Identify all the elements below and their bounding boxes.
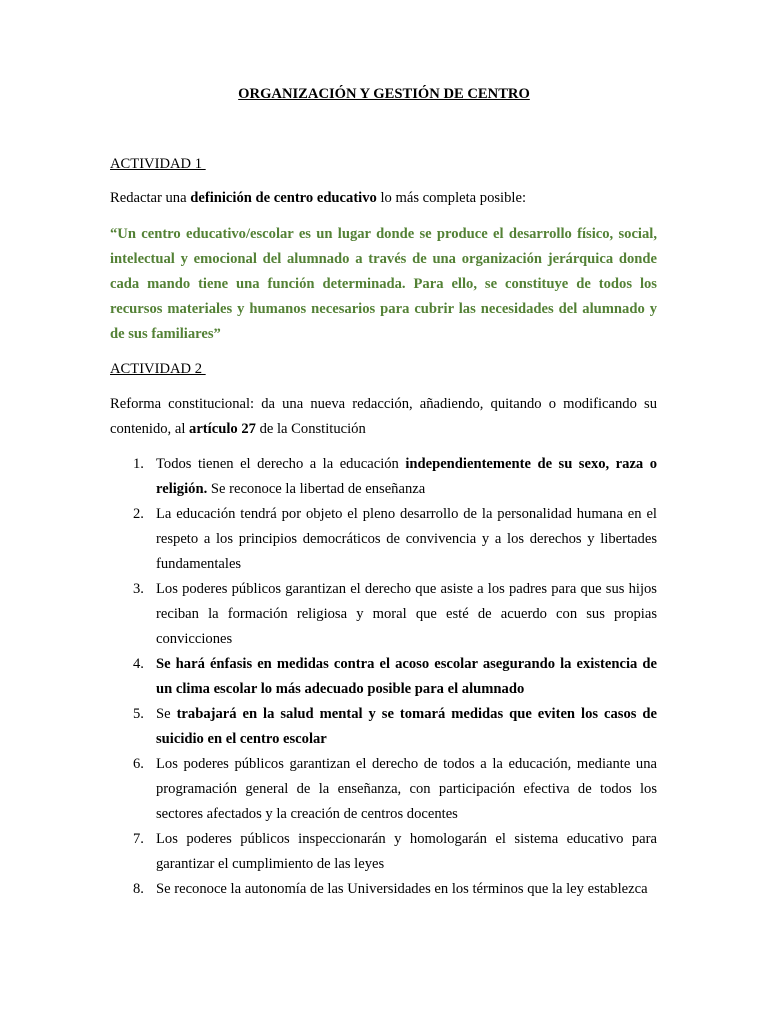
list-item-bold: Se hará énfasis en medidas contra el acoso escolar asegurando la existencia de un clima escolar lo más adecuado posible para el alumnado [156, 656, 657, 697]
list-item [110, 652, 657, 702]
list-item-bold: trabajará en la salud mental y se tomará medidas que eviten los casos de suicidio en el centro escolar [156, 706, 657, 747]
activity-2-prompt-bold: artículo 27 [189, 421, 256, 437]
activity-2-prompt-end: de la Constitución [255, 421, 366, 437]
list-item-number: 1. [133, 456, 144, 472]
list-item-text: Los poderes públicos garantizan el derecho que asiste a los padres para que sus hijos reciban la formación religiosa y moral que esté de acuerdo con sus propias convicciones [156, 581, 657, 647]
list-item [110, 702, 657, 752]
activity-1-heading: ACTIVIDAD 1 [110, 156, 206, 172]
list-item [110, 827, 657, 877]
list-item [110, 877, 657, 902]
list-item-text: Se [156, 706, 177, 722]
list-item [110, 452, 657, 502]
activity-1-prompt-text: Redactar una [110, 190, 191, 206]
activity-1-answer: “Un centro educativo/escolar es un lugar donde se produce el desarrollo físico, social, intelectual y emocional del alumnado a través de una organización jerárquica donde cada mando tiene una función determinada. Para ello, se constituye de todos los recursos materiales y humanos necesarios para cubrir las necesidades del alumnado y de sus familiares” [110, 226, 657, 342]
list-item-text: Los poderes públicos garantizan el derecho de todos a la educación, mediante una programación general de la enseñanza, con participación efectiva de todos los sectores afectados y la creación de centros docentes [156, 756, 657, 822]
activity-2-prompt [110, 392, 657, 442]
activity-2-heading: ACTIVIDAD 2 [110, 361, 206, 377]
activity-1-prompt [110, 186, 657, 211]
list-item-number: 5. [133, 706, 144, 722]
list-item-bold: independientemente de su sexo, raza o religión. [156, 456, 657, 497]
list-item-text-end: Se reconoce la libertad de enseñanza [207, 481, 426, 497]
list-item-text: Los poderes públicos inspeccionarán y homologarán el sistema educativo para garantizar el cumplimiento de las leyes [156, 831, 657, 872]
document-title: ORGANIZACIÓN Y GESTIÓN DE CENTRO [238, 86, 530, 102]
list-item-number: 7. [133, 831, 144, 847]
list-item-number: 2. [133, 506, 144, 522]
activity-1-prompt-end: lo más completa posible: [376, 190, 526, 206]
activity-2-prompt-text: Reforma constitucional: da una nueva redacción, añadiendo, quitando o modificando su contenido, al [110, 396, 657, 437]
list-item [110, 577, 657, 652]
list-item-number: 8. [133, 881, 144, 897]
list-item-text: Se reconoce la autonomía de las Universidades en los términos que la ley establezca [156, 881, 648, 897]
article-27-list [110, 452, 657, 902]
list-item-text: Todos tienen el derecho a la educación [156, 456, 406, 472]
list-item-number: 6. [133, 756, 144, 772]
list-item [110, 752, 657, 827]
list-item-text: La educación tendrá por objeto el pleno desarrollo de la personalidad humana en el respeto a los principios democráticos de convivencia y a los derechos y libertades fundamentales [156, 506, 657, 572]
list-item-number: 3. [133, 581, 144, 597]
activity-1-prompt-bold: definición de centro educativo [190, 190, 377, 206]
list-item [110, 502, 657, 577]
list-item-number: 4. [133, 656, 144, 672]
